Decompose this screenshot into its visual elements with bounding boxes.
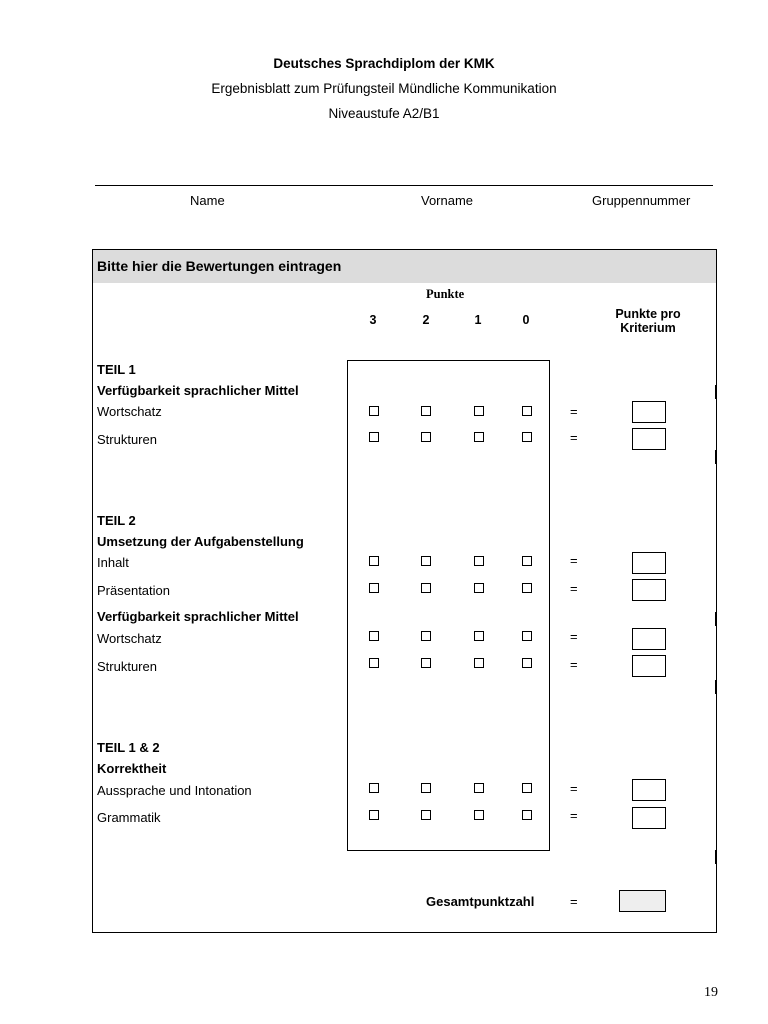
checkbox-1[interactable] (474, 432, 484, 442)
teil2-heading: TEIL 2 (97, 513, 136, 528)
checkbox-2[interactable] (421, 783, 431, 793)
vorname-label: Vorname (421, 193, 474, 208)
equals-sign: = (570, 404, 578, 419)
checkbox-1[interactable] (474, 406, 484, 416)
checkbox-3[interactable] (369, 810, 379, 820)
checkbox-3[interactable] (369, 406, 379, 416)
checkbox-1[interactable] (474, 658, 484, 668)
per-criterion-header (598, 307, 698, 335)
edge-tick (715, 680, 716, 694)
teil2-subheading2: Verfügbarkeit sprachlicher Mittel (97, 609, 299, 624)
checkbox-0[interactable] (522, 658, 532, 668)
checkbox-3[interactable] (369, 556, 379, 566)
score-box[interactable] (632, 779, 666, 801)
column-1: 1 (474, 313, 482, 327)
equals-sign: = (570, 553, 578, 568)
level-label: Niveaustufe A2/B1 (328, 106, 440, 121)
name-label: Name (190, 193, 225, 208)
column-0: 0 (522, 313, 530, 327)
checkbox-1[interactable] (474, 556, 484, 566)
checkbox-2[interactable] (421, 810, 431, 820)
equals-sign: = (570, 430, 578, 445)
criterion-label: Inhalt (97, 555, 129, 570)
name-line (95, 185, 713, 186)
checkbox-0[interactable] (522, 556, 532, 566)
edge-tick (715, 450, 716, 464)
checkbox-3[interactable] (369, 631, 379, 641)
score-box[interactable] (632, 552, 666, 574)
edge-tick (715, 612, 716, 626)
score-box[interactable] (632, 579, 666, 601)
checkbox-3[interactable] (369, 432, 379, 442)
teil1-subheading: Verfügbarkeit sprachlicher Mittel (97, 383, 299, 398)
teil12-subheading: Korrektheit (97, 761, 167, 776)
criterion-label: Wortschatz (97, 404, 162, 419)
checkbox-1[interactable] (474, 783, 484, 793)
checkbox-0[interactable] (522, 406, 532, 416)
checkbox-3[interactable] (369, 783, 379, 793)
banner-text: Bitte hier die Bewertungen eintragen (97, 258, 342, 274)
checkbox-1[interactable] (474, 810, 484, 820)
criterion-label: Strukturen (97, 659, 157, 674)
column-3: 3 (369, 313, 377, 327)
score-box[interactable] (632, 807, 666, 829)
checkbox-2[interactable] (421, 658, 431, 668)
checkbox-3[interactable] (369, 658, 379, 668)
equals-sign: = (570, 629, 578, 644)
checkbox-2[interactable] (421, 432, 431, 442)
total-score-box[interactable] (619, 890, 666, 912)
column-2: 2 (422, 313, 430, 327)
checkbox-3[interactable] (369, 583, 379, 593)
teil2-subheading: Umsetzung der Aufgabenstellung (97, 534, 304, 549)
criterion-label: Strukturen (97, 432, 157, 447)
checkbox-0[interactable] (522, 783, 532, 793)
edge-tick (715, 850, 716, 864)
checkbox-2[interactable] (421, 556, 431, 566)
edge-tick (715, 385, 716, 399)
checkbox-2[interactable] (421, 631, 431, 641)
checkbox-1[interactable] (474, 631, 484, 641)
criterion-label: Präsentation (97, 583, 170, 598)
page-number: 19 (704, 985, 718, 1000)
criterion-label: Aussprache und Intonation (97, 783, 252, 798)
teil1-heading: TEIL 1 (97, 362, 136, 377)
gruppennummer-label: Gruppennummer (592, 193, 691, 208)
score-box[interactable] (632, 401, 666, 423)
checkbox-2[interactable] (421, 583, 431, 593)
score-box[interactable] (632, 628, 666, 650)
criterion-label: Grammatik (97, 810, 161, 825)
checkbox-0[interactable] (522, 583, 532, 593)
checkbox-2[interactable] (421, 406, 431, 416)
checkbox-0[interactable] (522, 432, 532, 442)
equals-sign: = (570, 581, 578, 596)
equals-sign: = (570, 894, 578, 909)
document-subtitle: Ergebnisblatt zum Prüfungsteil Mündliche Kommunikation (211, 81, 557, 96)
equals-sign: = (570, 781, 578, 796)
criterion-label: Wortschatz (97, 631, 162, 646)
score-box[interactable] (632, 655, 666, 677)
punkte-header: Punkte (426, 287, 465, 301)
equals-sign: = (570, 657, 578, 672)
equals-sign: = (570, 808, 578, 823)
score-box[interactable] (632, 428, 666, 450)
document-title: Deutsches Sprachdiplom der KMK (273, 56, 495, 71)
total-label: Gesamtpunktzahl (426, 894, 535, 909)
teil12-heading: TEIL 1 & 2 (97, 740, 160, 755)
checkbox-1[interactable] (474, 583, 484, 593)
per-criterion-line1: Punkte pro (615, 307, 681, 321)
per-criterion-line2: Kriterium (620, 321, 676, 335)
checkbox-0[interactable] (522, 810, 532, 820)
checkbox-0[interactable] (522, 631, 532, 641)
